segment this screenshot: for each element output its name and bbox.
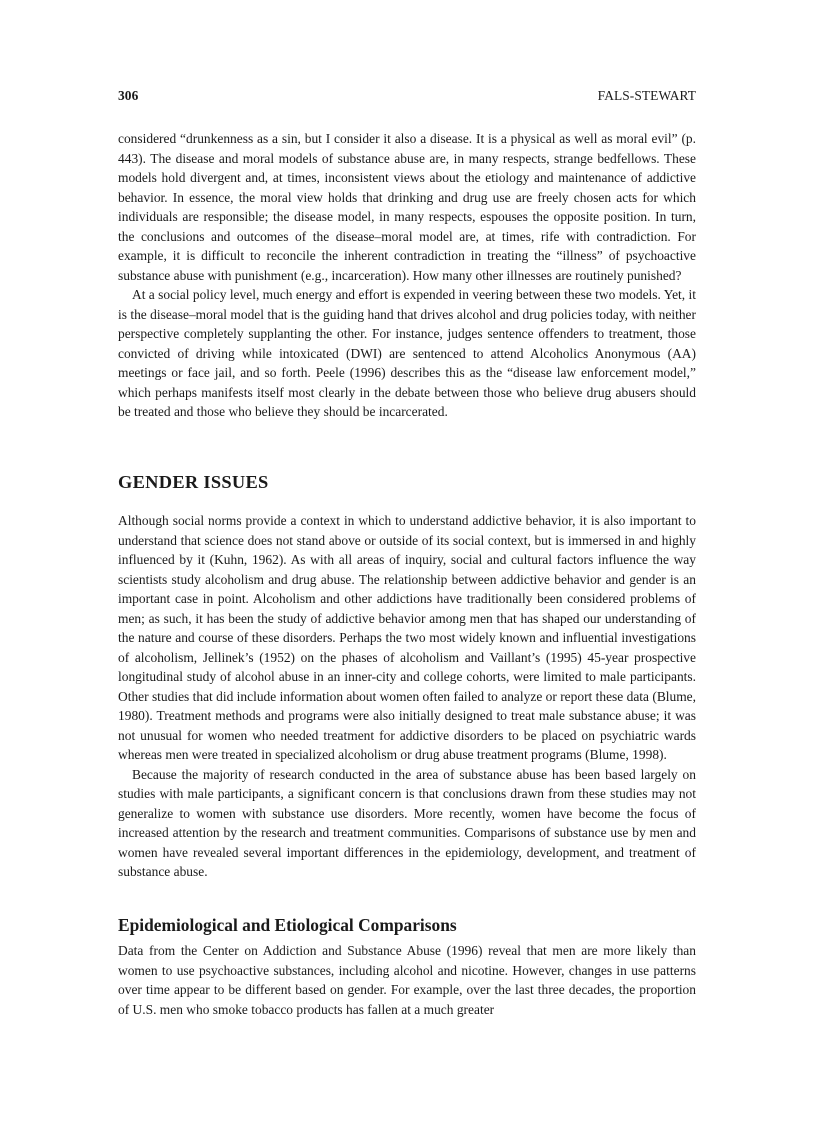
gender-paragraph-1: Although social norms provide a context in which to understand addictive behavior, it is also important to understand that science does not stand above or outside of its social context, but is immersed in and highly influenced by it (Kuhn, 1962). As with all areas of inquiry, social and cultural factors influence the way scientists study alcoholism and drug abuse. The relationship between addictive behavior and gender is an important case in point. Alcoholism and other addictions have traditionally been considered problems of men; as such, it has been the study of addictive behavior among men that has shaped our understanding of the nature and course of these disorders. Perhaps the two most widely known and influential investigations of alcoholism, Jellinek’s (1952) on the phases of alcoholism and Vaillant’s (1995) 45-year prospective longitudinal study of alcohol abuse in an inner-city and college cohorts, were limited to male participants. Other studies that did include information about women often failed to analyze or report these data (Blume, 1980). Treatment methods and programs were also initially designed to treat male substance abuse; it was not unusual for women who needed treatment for addictive disorders to be placed on psychiatric wards whereas men were treated in specialized alcoholism or drug abuse treatment programs (Blume, 1998). bbox=[118, 513, 697, 762]
document-page bbox=[118, 0, 696, 1123]
running-head bbox=[118, 88, 696, 106]
epi-paragraph-1: Data from the Center on Addiction and Substance Abuse (1996) reveal that men are more likely than women to use psychoactive substances, including alcohol and nicotine. However, changes in use patterns over time appear to be different based on gender. For example, over the last three decades, the proportion of U.S. men who smoke tobacco products has fallen at a much greater bbox=[118, 943, 696, 1017]
intro-text bbox=[118, 129, 696, 422]
running-title: FALS-STEWART bbox=[597, 88, 696, 103]
gender-section-text bbox=[118, 511, 696, 882]
intro-paragraph-2: At a social policy level, much energy and effort is expended in veering between these two models. Yet, it is the disease–moral model that is the guiding hand that drives alcohol and drug policies today, with neither perspective completely supplanting the other. For instance, judges sentence offenders to treatment, those convicted of driving while intoxicated (DWI) are sentenced to attend Alcoholics Anonymous (AA) meetings or face jail, and so forth. Peele (1996) describes this as the “disease law enforcement model,” which perhaps manifests itself most clearly in the debate between those who believe drug abusers should be treated and those who believe they should be incarcerated. bbox=[118, 287, 696, 419]
subsection-heading-epidemiological: Epidemiological and Etiological Comparisons bbox=[118, 915, 457, 935]
epi-section-text bbox=[118, 941, 696, 1019]
intro-paragraph-1: considered “drunkenness as a sin, but I consider it also a disease. It is a physical as well as moral evil” (p. 443). The disease and moral models of substance abuse are, in many respects, strange bedfellows. These models hold divergent and, at times, inconsistent views about the etiology and maintenance of addictive behavior. In essence, the moral view holds that drinking and drug use are freely chosen acts for which individuals are responsible; the disease model, in many respects, espouses the opposite position. In turn, the conclusions and outcomes of the disease–moral model are, at times, rife with contradiction. For example, it is difficult to reconcile the inherent contradiction in treating the “illness” of psychoactive substance abuse with punishment (e.g., incarceration). How many other illnesses are routinely punished? bbox=[118, 131, 696, 283]
section-heading-gender-issues: GENDER ISSUES bbox=[118, 472, 269, 492]
gender-paragraph-2: Because the majority of research conducted in the area of substance abuse has been based largely on studies with male participants, a significant concern is that conclusions drawn from these studies may not generalize to women with substance use disorders. More recently, women have become the focus of increased attention by the research and treatment communities. Comparisons of substance use by men and women have revealed several important differences in the epidemiology, development, and treatment of substance abuse. bbox=[118, 766, 696, 879]
page-number: 306 bbox=[118, 88, 139, 103]
